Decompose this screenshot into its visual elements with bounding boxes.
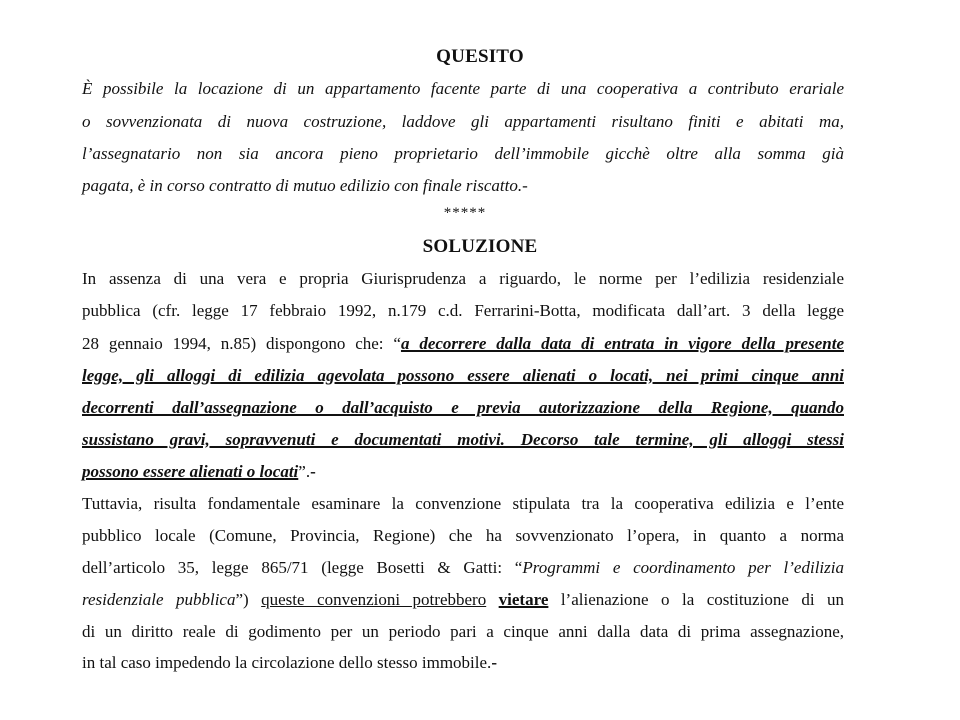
quesito-line: pagata, è in corso contratto di mutuo edilizio con finale riscatto.-	[82, 176, 528, 195]
soluzione-line	[82, 589, 844, 611]
soluzione-line: Tuttavia, risulta fondamentale esaminare la convenzione stipulata tra la cooperativa edilizia e l’ente	[82, 494, 844, 513]
text-run: ”)	[235, 590, 262, 609]
text-run: in tal caso impedendo la circolazione dello stesso immobile.	[82, 653, 492, 672]
text-run: l’alienazione o la costituzione di un	[548, 590, 845, 609]
soluzione-line: di un diritto reale di godimento per un periodo pari a cinque anni dalla data di prima assegnazione,	[82, 622, 844, 641]
quesito-line: È possibile la locazione di un appartamento facente parte di una cooperativa a contributo erariale	[82, 79, 844, 98]
emphasis-vietare: vietare	[498, 590, 549, 609]
quoted-law-text: possono essere alienati o locati	[82, 462, 299, 481]
soluzione-line	[82, 461, 844, 483]
soluzione-line	[82, 652, 844, 674]
text-run: -	[491, 653, 497, 672]
law-title-text: residenziale pubblica	[82, 590, 236, 609]
underlined-text: queste convenzioni potrebbero	[261, 590, 487, 609]
quoted-law-text: a decorrere dalla data di entrata in vigore della presente	[400, 334, 844, 353]
section-separator: *****	[443, 205, 487, 221]
soluzione-line	[82, 557, 844, 579]
quesito-line: o sovvenzionata di nuova costruzione, laddove gli appartamenti risultano finiti e abitati ma,	[82, 112, 844, 131]
quoted-law-text: sussistano gravi, sopravvenuti e documentati motivi. Decorso tale termine, gli alloggi stessi	[82, 430, 844, 449]
soluzione-line: pubblica (cfr. legge 17 febbraio 1992, n.179 c.d. Ferrarini-Botta, modificata dall’art. 3 della legge	[82, 301, 844, 320]
law-title-text: Programmi e coordinamento per l’edilizia	[522, 558, 844, 577]
text-run: 28 gennaio 1994, n.85) dispongono che: “	[82, 334, 401, 353]
text-run: ”.	[298, 462, 311, 481]
quesito-title: QUESITO	[436, 46, 524, 67]
soluzione-title: SOLUZIONE	[422, 236, 538, 257]
quoted-law-text: decorrenti dall’assegnazione o dall’acquisto e previa autorizzazione della Regione, quando	[82, 398, 844, 417]
soluzione-line: In assenza di una vera e propria Giurisprudenza a riguardo, le norme per l’edilizia residenziale	[82, 269, 844, 288]
text-run: -	[310, 462, 316, 481]
soluzione-line: pubblico locale (Comune, Provincia, Regione) che ha sovvenzionato l’opera, in quanto a norma	[82, 526, 844, 545]
text-run: dell’articolo 35, legge 865/71 (legge Bosetti & Gatti: “	[82, 558, 523, 577]
soluzione-line	[82, 333, 844, 355]
quesito-line: l’assegnatario non sia ancora pieno proprietario dell’immobile gicchè oltre alla somma già	[82, 144, 844, 163]
quoted-law-text: legge, gli alloggi di edilizia agevolata possono essere alienati o locati, nei primi cinque anni	[82, 366, 844, 385]
